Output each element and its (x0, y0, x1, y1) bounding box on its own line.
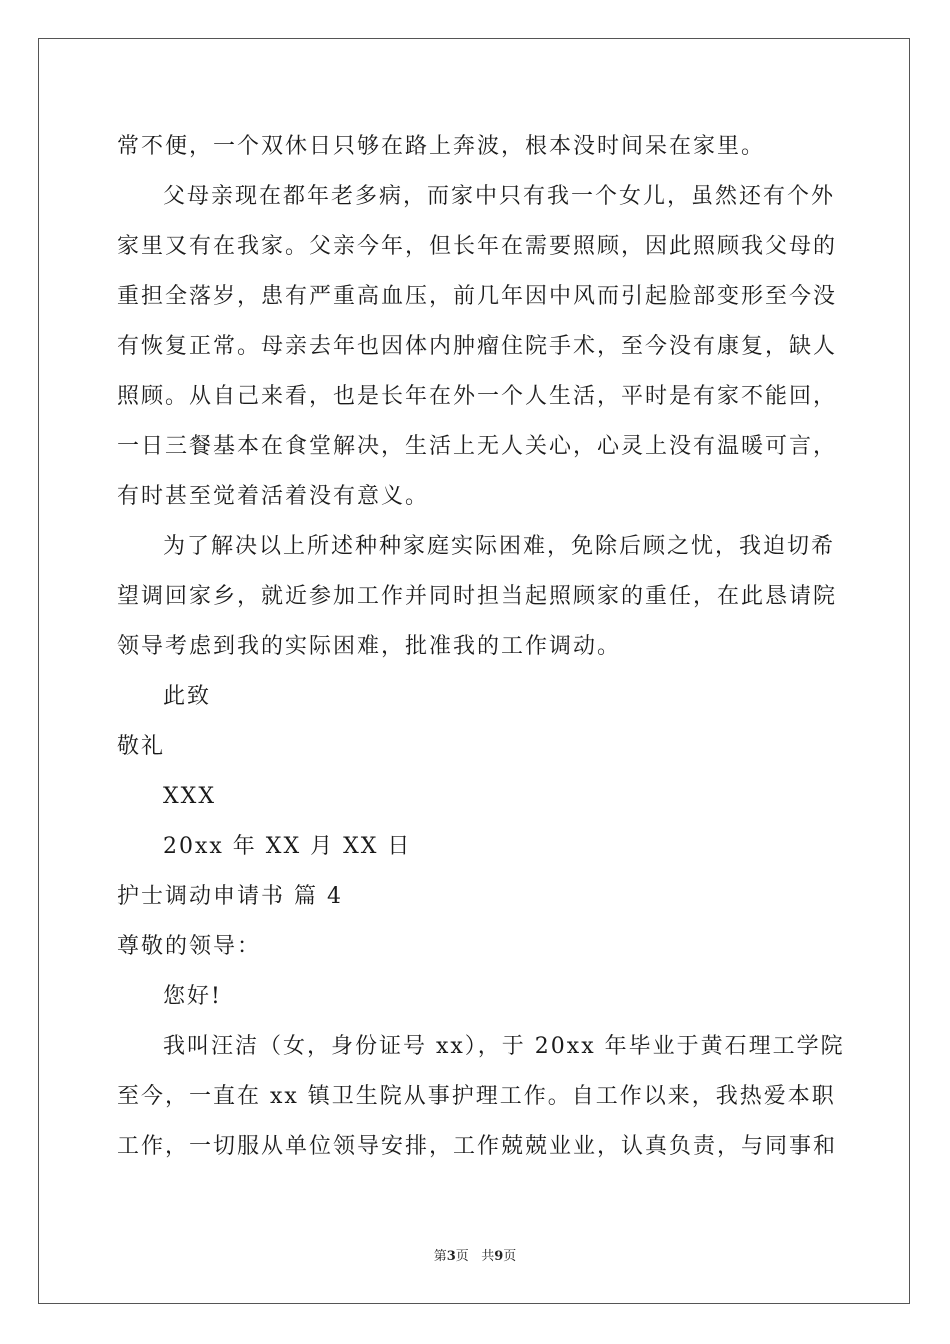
text-line-2: 父母亲现在都年老多病，而家中只有我一个女儿，虽然还有个外 (163, 184, 836, 209)
text-line-11: 领导考虑到我的实际困难，批准我的工作调动。 (117, 634, 622, 659)
greeting: 您好! (163, 984, 222, 1009)
text-line-1: 常不便，一个双休日只够在路上奔波，根本没时间呆在家里。 (117, 134, 766, 159)
closing-regards: 敬礼 (117, 734, 166, 759)
greeting-recipient: 尊敬的领导： (117, 934, 262, 959)
footer-page-suffix: 页 (503, 1249, 517, 1264)
footer-page-mid: 页 共 (455, 1249, 495, 1264)
text-line-10: 望调回家乡，就近参加工作并同时担当起照顾家的重任，在此恳请院 (117, 584, 838, 609)
text-line-4: 重担全落岁，患有严重高血压，前几年因中风而引起脸部变形至今没 (117, 284, 838, 309)
page-footer (0, 1249, 950, 1265)
page-border (38, 38, 910, 1304)
footer-page-number: 3 (446, 1249, 456, 1264)
text-line-6: 照顾。从自己来看，也是长年在外一个人生活，平时是有家不能回， (117, 384, 838, 409)
closing-salutation: 此致 (163, 684, 212, 709)
signature-name: XXX (163, 784, 216, 809)
text-line-7: 一日三餐基本在食堂解决，生活上无人关心，心灵上没有温暖可言， (117, 434, 838, 459)
footer-total-pages: 9 (494, 1249, 504, 1264)
footer-page-prefix: 第 (433, 1249, 447, 1264)
section-heading: 护士调动申请书 篇 4 (117, 884, 343, 909)
text-line-21: 工作，一切服从单位领导安排，工作兢兢业业，认真负责，与同事和 (117, 1134, 838, 1159)
text-line-5: 有恢复正常。母亲去年也因体内肿瘤住院手术，至今没有康复，缺人 (117, 334, 838, 359)
text-line-19: 我叫汪洁（女，身份证号 xx），于 20xx 年毕业于黄石理工学院 (163, 1034, 845, 1059)
text-line-20: 至今，一直在 xx 镇卫生院从事护理工作。自工作以来，我热爱本职 (117, 1084, 836, 1109)
text-line-8: 有时甚至觉着活着没有意义。 (117, 484, 430, 509)
text-line-9: 为了解决以上所述种种家庭实际困难，免除后顾之忧，我迫切希 (163, 534, 836, 559)
signature-date: 20xx 年 XX 月 XX 日 (163, 834, 412, 859)
text-line-3: 家里又有在我家。父亲今年，但长年在需要照顾，因此照顾我父母的 (117, 234, 838, 259)
